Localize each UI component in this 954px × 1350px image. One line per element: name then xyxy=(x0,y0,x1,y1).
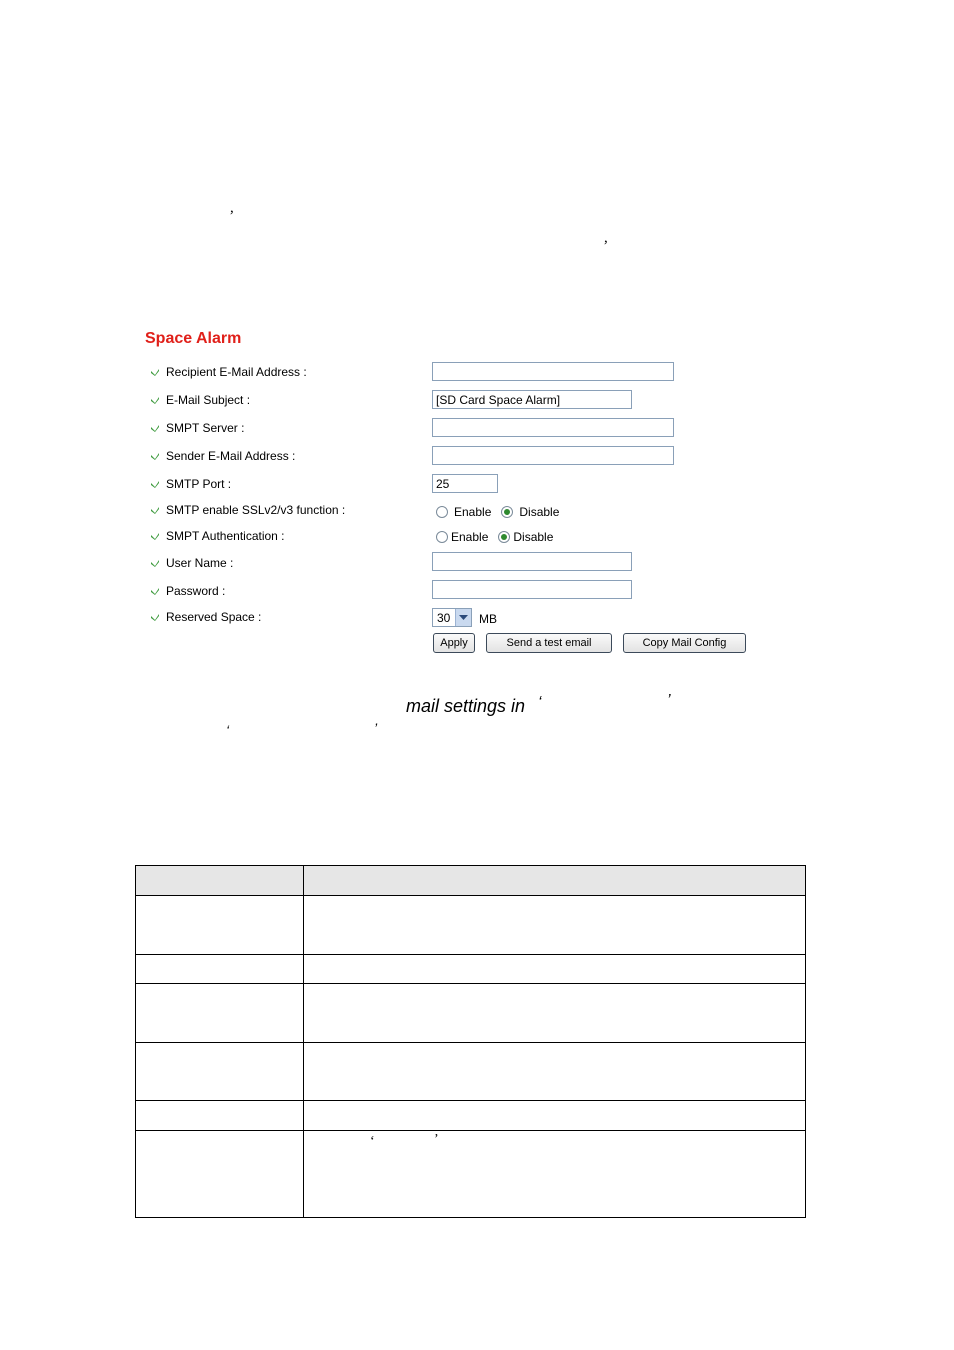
stray-close-quote: ’ xyxy=(667,692,671,709)
chevron-down-icon[interactable] xyxy=(455,609,471,626)
auth-disable-label: Disable xyxy=(513,530,554,544)
subject-label: E-Mail Subject : xyxy=(166,393,251,407)
sender-label-row xyxy=(150,449,295,463)
table-cell xyxy=(136,1131,304,1218)
stray-comma: , xyxy=(604,230,608,246)
green-check-icon xyxy=(150,367,160,377)
green-check-icon xyxy=(150,586,160,596)
table-cell xyxy=(136,984,304,1043)
auth-label: SMPT Authentication : xyxy=(166,529,285,543)
subject-label-row xyxy=(150,393,250,407)
recipient-label: Recipient E-Mail Address : xyxy=(166,365,307,379)
table-row xyxy=(136,1101,806,1131)
smtp-server-label: SMPT Server : xyxy=(166,421,245,435)
recipient-email-field[interactable] xyxy=(432,362,674,381)
table-cell xyxy=(136,1043,304,1101)
recipient-label-row xyxy=(150,365,307,379)
table-row xyxy=(136,896,806,955)
table-cell xyxy=(136,896,304,955)
user-name-label-row xyxy=(150,556,233,570)
green-check-icon xyxy=(150,505,160,515)
smtp-port-field[interactable] xyxy=(432,474,498,493)
auth-label-row xyxy=(150,529,285,543)
panel-title: Space Alarm xyxy=(145,330,242,347)
ssl-label-row xyxy=(150,503,345,517)
password-label-row xyxy=(150,584,225,598)
auth-enable-radio[interactable] xyxy=(436,531,448,543)
table-header-cell xyxy=(304,866,806,896)
table-header-row xyxy=(136,866,806,896)
table-cell xyxy=(304,896,806,955)
smtp-port-label-row xyxy=(150,477,231,491)
green-check-icon xyxy=(150,423,160,433)
green-check-icon xyxy=(150,395,160,405)
user-name-label: User Name : xyxy=(166,556,234,570)
ssl-enable-radio[interactable] xyxy=(436,506,448,518)
password-label: Password : xyxy=(166,584,226,598)
table-cell xyxy=(304,955,806,984)
reserved-space-select[interactable] xyxy=(432,608,472,627)
auth-enable-label: Enable xyxy=(451,530,489,544)
sender-email-field[interactable] xyxy=(432,446,674,465)
ssl-label: SMTP enable SSLv2/v3 function : xyxy=(166,503,346,517)
send-test-email-button[interactable]: Send a test email xyxy=(486,633,612,653)
table-close-quote: ’ xyxy=(434,1132,439,1147)
copy-mail-config-button[interactable]: Copy Mail Config xyxy=(623,633,746,653)
table-row xyxy=(136,984,806,1043)
user-name-field[interactable] xyxy=(432,552,632,571)
stray-comma: , xyxy=(230,200,234,216)
table-open-quote: ‘ xyxy=(370,1134,375,1149)
smtp-server-label-row xyxy=(150,421,244,435)
settings-description-table xyxy=(135,865,806,1218)
smtp-port-label: SMTP Port : xyxy=(166,477,232,491)
ssl-disable-radio[interactable] xyxy=(501,506,513,518)
apply-button[interactable]: Apply xyxy=(433,633,475,653)
table-row xyxy=(136,1043,806,1101)
stray-open-quote: ‘ xyxy=(226,722,230,738)
password-field[interactable] xyxy=(432,580,632,599)
green-check-icon xyxy=(150,612,160,622)
green-check-icon xyxy=(150,451,160,461)
auth-disable-radio[interactable] xyxy=(498,531,510,543)
table-cell xyxy=(304,1101,806,1131)
reserved-space-unit: MB xyxy=(479,612,497,626)
reserved-space-value: 30 xyxy=(437,610,451,625)
table-cell xyxy=(304,1043,806,1101)
table-row xyxy=(136,955,806,984)
reserved-space-label: Reserved Space : xyxy=(166,610,262,624)
email-subject-field[interactable] xyxy=(432,390,632,409)
sender-label: Sender E-Mail Address : xyxy=(166,449,296,463)
table-cell xyxy=(136,955,304,984)
body-text-fragment: mail settings in xyxy=(406,696,526,716)
table-cell xyxy=(136,1101,304,1131)
auth-radio-group xyxy=(436,530,563,544)
ssl-radio-group xyxy=(436,505,569,519)
green-check-icon xyxy=(150,479,160,489)
table-cell xyxy=(304,1131,806,1218)
reserved-label-row xyxy=(150,610,261,624)
smtp-server-field[interactable] xyxy=(432,418,674,437)
table-header-cell xyxy=(136,866,304,896)
stray-open-quote: ‘ xyxy=(538,694,542,711)
table-row xyxy=(136,1131,806,1218)
table-cell xyxy=(304,984,806,1043)
green-check-icon xyxy=(150,531,160,541)
ssl-disable-label: Disable xyxy=(519,505,560,519)
ssl-enable-label: Enable xyxy=(454,505,492,519)
green-check-icon xyxy=(150,558,160,568)
stray-close-quote: ’ xyxy=(374,720,378,736)
